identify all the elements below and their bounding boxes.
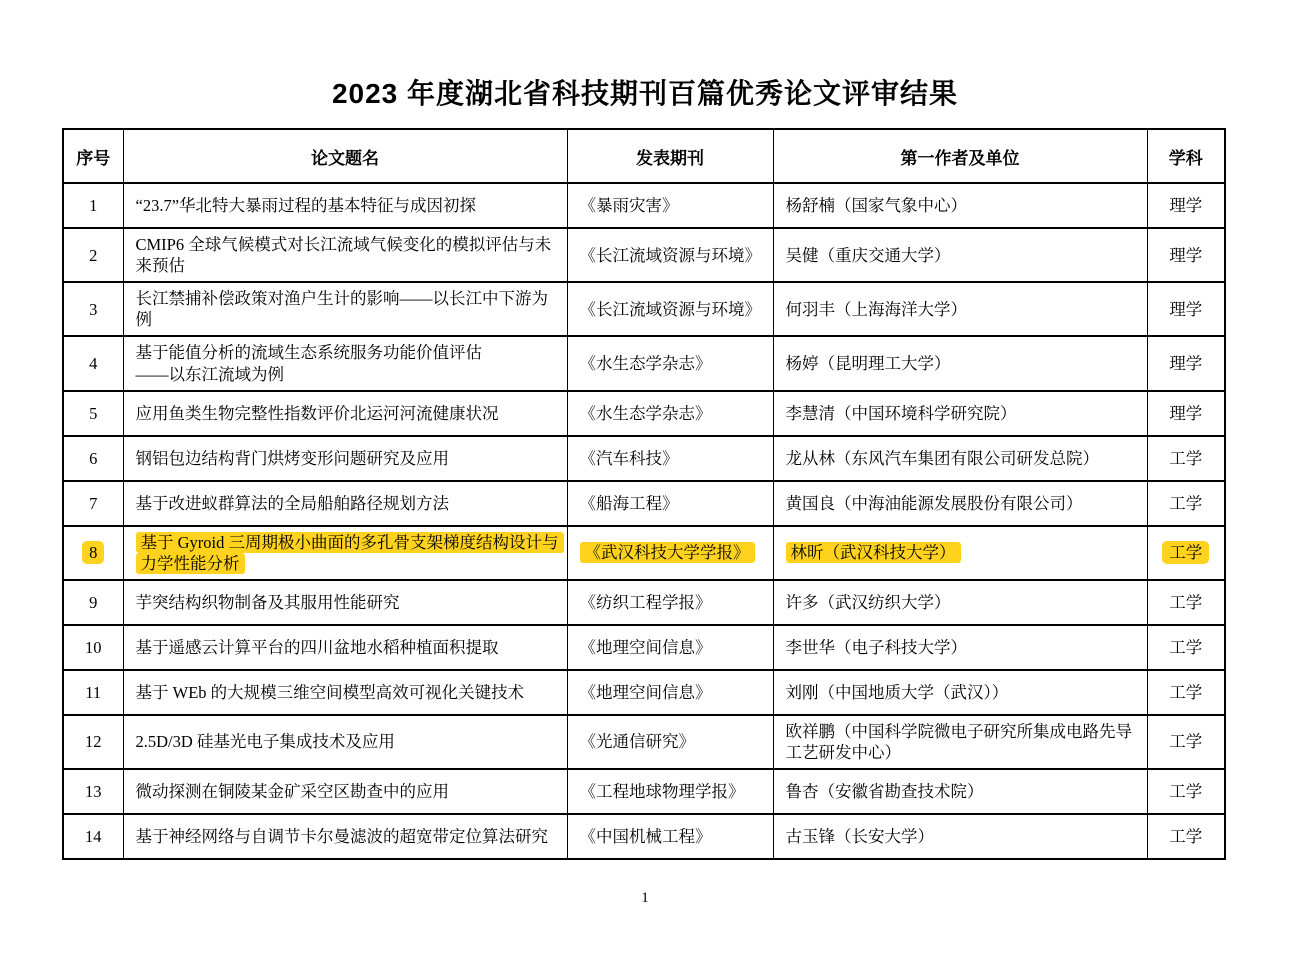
- author-text: 许多（武汉纺织大学）: [785, 592, 951, 612]
- cell-serial-number: [63, 436, 123, 481]
- cell-serial-number: [63, 228, 123, 282]
- serial-number-text: 2: [89, 245, 98, 265]
- serial-number-text: 6: [89, 448, 98, 468]
- table-row: [63, 282, 1225, 336]
- discipline-text: 工学: [1169, 827, 1203, 847]
- cell-paper-title: [123, 670, 567, 715]
- paper-title-text: CMIP6 全球气候模式对长江流域气候变化的模拟评估与未来预估: [135, 235, 552, 276]
- cell-serial-number: [63, 670, 123, 715]
- journal-text: 《纺织工程学报》: [579, 592, 712, 612]
- page-title: 2023 年度湖北省科技期刊百篇优秀论文评审结果: [331, 78, 959, 109]
- journal-text: 《工程地球物理学报》: [579, 782, 745, 802]
- cell-journal: [567, 769, 773, 814]
- table-row: [63, 715, 1225, 769]
- cell-author: [773, 625, 1147, 670]
- cell-author: [773, 183, 1147, 228]
- cell-serial-number: [63, 625, 123, 670]
- table-row: [63, 814, 1225, 859]
- cell-paper-title: [123, 183, 567, 228]
- cell-serial-number: [63, 715, 123, 769]
- table-row: [63, 481, 1225, 526]
- cell-journal: [567, 481, 773, 526]
- journal-text: 《武汉科技大学学报》: [580, 542, 755, 563]
- cell-paper-title: [123, 625, 567, 670]
- cell-author: [773, 769, 1147, 814]
- author-text: 欧祥鹏（中国科学院微电子研究所集成电路先导工艺研发中心）: [785, 721, 1132, 762]
- discipline-text: 工学: [1169, 637, 1203, 657]
- cell-discipline: [1147, 769, 1225, 814]
- discipline-text: 工学: [1169, 682, 1203, 702]
- cell-author: [773, 436, 1147, 481]
- cell-serial-number: [63, 580, 123, 625]
- cell-author: [773, 391, 1147, 436]
- journal-text: 《光通信研究》: [579, 732, 695, 752]
- cell-discipline: [1147, 814, 1225, 859]
- author-text: 黄国良（中海油能源发展股份有限公司）: [785, 493, 1083, 513]
- cell-paper-title: [123, 769, 567, 814]
- column-header-discipline: 学科: [1147, 129, 1225, 183]
- table-body: [63, 183, 1225, 859]
- cell-discipline: [1147, 715, 1225, 769]
- serial-number-text: 1: [89, 195, 98, 215]
- cell-paper-title: [123, 391, 567, 436]
- cell-author: [773, 670, 1147, 715]
- cell-author: [773, 336, 1147, 390]
- cell-paper-title: [123, 336, 567, 390]
- author-text: 古玉锋（长安大学）: [785, 827, 934, 847]
- cell-serial-number: [63, 183, 123, 228]
- cell-author: [773, 282, 1147, 336]
- paper-title-text: 基于改进蚁群算法的全局船舶路径规划方法: [135, 493, 449, 513]
- discipline-text: 理学: [1169, 195, 1203, 215]
- serial-number-text: 11: [85, 682, 102, 702]
- discipline-text: 工学: [1169, 493, 1203, 513]
- cell-journal: [567, 282, 773, 336]
- journal-text: 《长江流域资源与环境》: [579, 299, 761, 319]
- serial-number-text: 9: [89, 592, 98, 612]
- journal-text: 《中国机械工程》: [579, 827, 712, 847]
- page-number: 1: [641, 890, 649, 907]
- cell-journal: [567, 183, 773, 228]
- paper-title-text: 芋突结构织物制备及其服用性能研究: [135, 592, 400, 612]
- cell-serial-number: [63, 526, 123, 580]
- cell-author: [773, 580, 1147, 625]
- table-row: [63, 336, 1225, 390]
- cell-paper-title: [123, 436, 567, 481]
- discipline-text: 工学: [1169, 732, 1203, 752]
- cell-serial-number: [63, 282, 123, 336]
- author-text: 鲁杏（安徽省勘查技术院）: [785, 782, 984, 802]
- discipline-text: 理学: [1169, 403, 1203, 423]
- discipline-text: 工学: [1169, 782, 1203, 802]
- journal-text: 《地理空间信息》: [579, 637, 712, 657]
- paper-title-text: 微动探测在铜陵某金矿采空区勘查中的应用: [135, 782, 449, 802]
- cell-paper-title: [123, 282, 567, 336]
- journal-text: 《暴雨灾害》: [579, 195, 679, 215]
- cell-paper-title: [123, 228, 567, 282]
- paper-title-text: 应用鱼类生物完整性指数评价北运河河流健康状况: [135, 403, 499, 423]
- paper-title-text: “23.7”华北特大暴雨过程的基本特征与成因初探: [135, 195, 477, 215]
- table-row-highlighted: [63, 526, 1225, 580]
- paper-title-text: 基于遥感云计算平台的四川盆地水稻种植面积提取: [135, 637, 499, 657]
- author-text: 李世华（电子科技大学）: [785, 637, 967, 657]
- paper-title-text: 基于能值分析的流域生态系统服务功能价值评估 ——以东江流域为例: [135, 343, 482, 384]
- author-text: 刘刚（中国地质大学（武汉））: [785, 682, 1009, 702]
- column-header-author: 第一作者及单位: [773, 129, 1147, 183]
- table-row: [63, 769, 1225, 814]
- cell-journal: [567, 336, 773, 390]
- serial-number-text: 7: [89, 493, 98, 513]
- journal-text: 《船海工程》: [579, 493, 679, 513]
- cell-discipline: [1147, 282, 1225, 336]
- cell-discipline: [1147, 183, 1225, 228]
- results-table: [62, 128, 1226, 860]
- paper-title-text: 钢铝包边结构背门烘烤变形问题研究及应用: [135, 448, 449, 468]
- author-text: 杨舒楠（国家气象中心）: [785, 195, 967, 215]
- cell-serial-number: [63, 336, 123, 390]
- table-row: [63, 391, 1225, 436]
- table-row: [63, 580, 1225, 625]
- cell-author: [773, 228, 1147, 282]
- journal-text: 《长江流域资源与环境》: [579, 245, 761, 265]
- journal-text: 《汽车科技》: [579, 448, 679, 468]
- cell-author: [773, 481, 1147, 526]
- cell-journal: [567, 625, 773, 670]
- cell-paper-title: [123, 481, 567, 526]
- cell-discipline: [1147, 336, 1225, 390]
- table-header-row: [63, 129, 1225, 183]
- discipline-text: 工学: [1169, 448, 1203, 468]
- paper-title-text: 基于 WEb 的大规模三维空间模型高效可视化关键技术: [135, 682, 525, 702]
- cell-serial-number: [63, 814, 123, 859]
- cell-journal: [567, 436, 773, 481]
- cell-journal: [567, 814, 773, 859]
- author-text: 杨婷（昆明理工大学）: [785, 353, 951, 373]
- serial-number-text: 10: [85, 637, 102, 657]
- paper-title-text: 长江禁捕补偿政策对渔户生计的影响——以长江中下游为例: [135, 289, 548, 330]
- column-header-title: 论文题名: [123, 129, 567, 183]
- serial-number-text: 14: [85, 827, 102, 847]
- cell-serial-number: [63, 481, 123, 526]
- serial-number-text: 13: [85, 782, 102, 802]
- author-text: 林昕（武汉科技大学）: [786, 542, 961, 563]
- table-row: [63, 436, 1225, 481]
- document-page: [0, 72, 1290, 956]
- serial-number-text: 3: [89, 299, 98, 319]
- author-text: 李慧清（中国环境科学研究院）: [785, 403, 1017, 423]
- column-header-serial: 序号: [63, 129, 123, 183]
- discipline-text: 理学: [1169, 245, 1203, 265]
- cell-serial-number: [63, 391, 123, 436]
- cell-paper-title: [123, 715, 567, 769]
- serial-number-text: 12: [85, 732, 102, 752]
- cell-journal: [567, 228, 773, 282]
- cell-journal: [567, 580, 773, 625]
- discipline-text: 工学: [1162, 541, 1209, 564]
- discipline-text: 工学: [1169, 592, 1203, 612]
- cell-discipline: [1147, 436, 1225, 481]
- cell-discipline: [1147, 670, 1225, 715]
- cell-author: [773, 814, 1147, 859]
- author-text: 吴健（重庆交通大学）: [785, 245, 951, 265]
- cell-paper-title: [123, 814, 567, 859]
- cell-discipline: [1147, 481, 1225, 526]
- cell-journal: [567, 391, 773, 436]
- serial-number-text: 4: [89, 353, 98, 373]
- cell-serial-number: [63, 769, 123, 814]
- discipline-text: 理学: [1169, 353, 1203, 373]
- cell-journal: [567, 526, 773, 580]
- serial-number-text: 5: [89, 403, 98, 423]
- column-header-journal: 发表期刊: [567, 129, 773, 183]
- cell-discipline: [1147, 391, 1225, 436]
- journal-text: 《水生态学杂志》: [579, 403, 712, 423]
- cell-paper-title: [123, 526, 567, 580]
- serial-number-text: 8: [82, 541, 104, 564]
- cell-discipline: [1147, 580, 1225, 625]
- table-row: [63, 228, 1225, 282]
- discipline-text: 理学: [1169, 299, 1203, 319]
- paper-title-text: 基于 Gyroid 三周期极小曲面的多孔骨支架梯度结构设计与力学性能分析: [136, 532, 564, 574]
- author-text: 何羽丰（上海海洋大学）: [785, 299, 967, 319]
- cell-discipline: [1147, 228, 1225, 282]
- cell-journal: [567, 715, 773, 769]
- cell-discipline: [1147, 625, 1225, 670]
- paper-title-text: 基于神经网络与自调节卡尔曼滤波的超宽带定位算法研究: [135, 827, 548, 847]
- cell-paper-title: [123, 580, 567, 625]
- table-row: [63, 625, 1225, 670]
- paper-title-text: 2.5D/3D 硅基光电子集成技术及应用: [135, 732, 395, 752]
- cell-author: [773, 526, 1147, 580]
- cell-journal: [567, 670, 773, 715]
- cell-author: [773, 715, 1147, 769]
- journal-text: 《地理空间信息》: [579, 682, 712, 702]
- author-text: 龙从林（东风汽车集团有限公司研发总院）: [785, 448, 1099, 468]
- cell-discipline: [1147, 526, 1225, 580]
- table-row: [63, 670, 1225, 715]
- journal-text: 《水生态学杂志》: [579, 353, 712, 373]
- table-row: [63, 183, 1225, 228]
